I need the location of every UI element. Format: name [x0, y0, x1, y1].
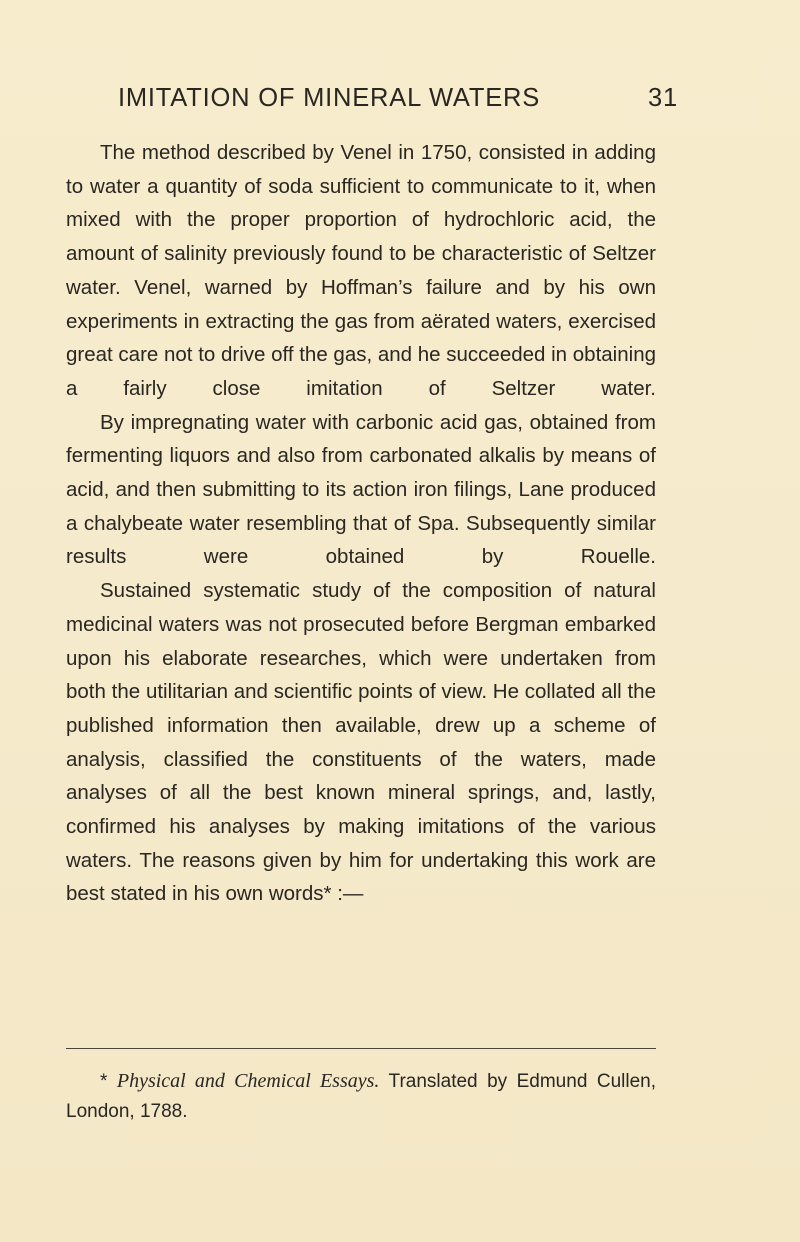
body-text — [66, 136, 656, 911]
paragraph-venel: The method described by Venel in 1750, consisted in adding to water a quantity of soda sufficient to communicate to it, when mixed with the proper proportion of hydrochloric acid, the amount of salinity previously found to be characteristic of Seltzer water. Venel, warned by Hoffman’s failure and by his own experiments in extracting the gas from aërated waters, exercised great care not to drive off the gas, and he succeeded in obtaining a fairly close imitation of Seltzer water. — [66, 141, 656, 400]
footnote-citation: Translated by Edmund Cullen, London, 1788. — [66, 1071, 656, 1122]
page-number: 31 — [648, 84, 678, 112]
running-title: IMITATION OF MINERAL WATERS — [118, 84, 541, 112]
footnote — [66, 1066, 656, 1127]
running-header — [118, 84, 678, 113]
footnote-rule — [66, 1048, 656, 1049]
footnote-book-title: Physical and Chemical Essays. — [116, 1070, 380, 1092]
paragraph-lane: By impregnating water with carbonic acid gas, obtained from fermenting liquors and also from carbonated alkalis by means of acid, and then submitting to its action iron filings, Lane produced a chalybeate water resembling that of Spa. Subsequently similar results were obtained by Rouelle. — [66, 410, 656, 569]
paragraph-bergman: Sustained systematic study of the composition of natural medicinal waters was not prosecuted before Bergman embarked upon his elaborate researches, which were undertaken from both the utilitarian and scientific points of view. He collated all the published information then available, drew up a scheme of analysis, classified the constituents of the waters, made analyses of all the best known mineral springs, and, lastly, confirmed his analyses by making imitations of the various waters. The reasons given by him for undertaking this work are best stated in his own words* :— — [66, 579, 656, 906]
footnote-marker: * — [100, 1071, 117, 1092]
footnote-text — [66, 1066, 656, 1127]
